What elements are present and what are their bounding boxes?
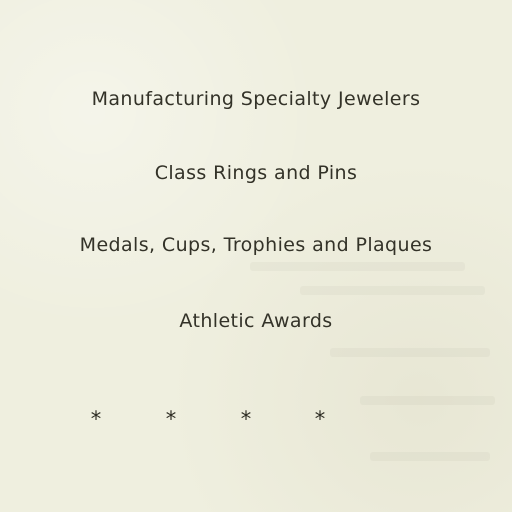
- asterisk-2: *: [165, 407, 177, 431]
- asterisk-3: *: [240, 407, 252, 431]
- line-medals-trophies: Medals, Cups, Trophies and Plaques: [79, 234, 433, 256]
- asterisk-4: *: [314, 407, 326, 431]
- line-class-rings: Class Rings and Pins: [154, 162, 358, 184]
- star-separator: [0, 404, 512, 434]
- line-athletic-awards: Athletic Awards: [179, 310, 333, 332]
- heading-line-specialty-jewelers: Manufacturing Specialty Jewelers: [91, 88, 421, 110]
- asterisk-1: *: [90, 407, 102, 431]
